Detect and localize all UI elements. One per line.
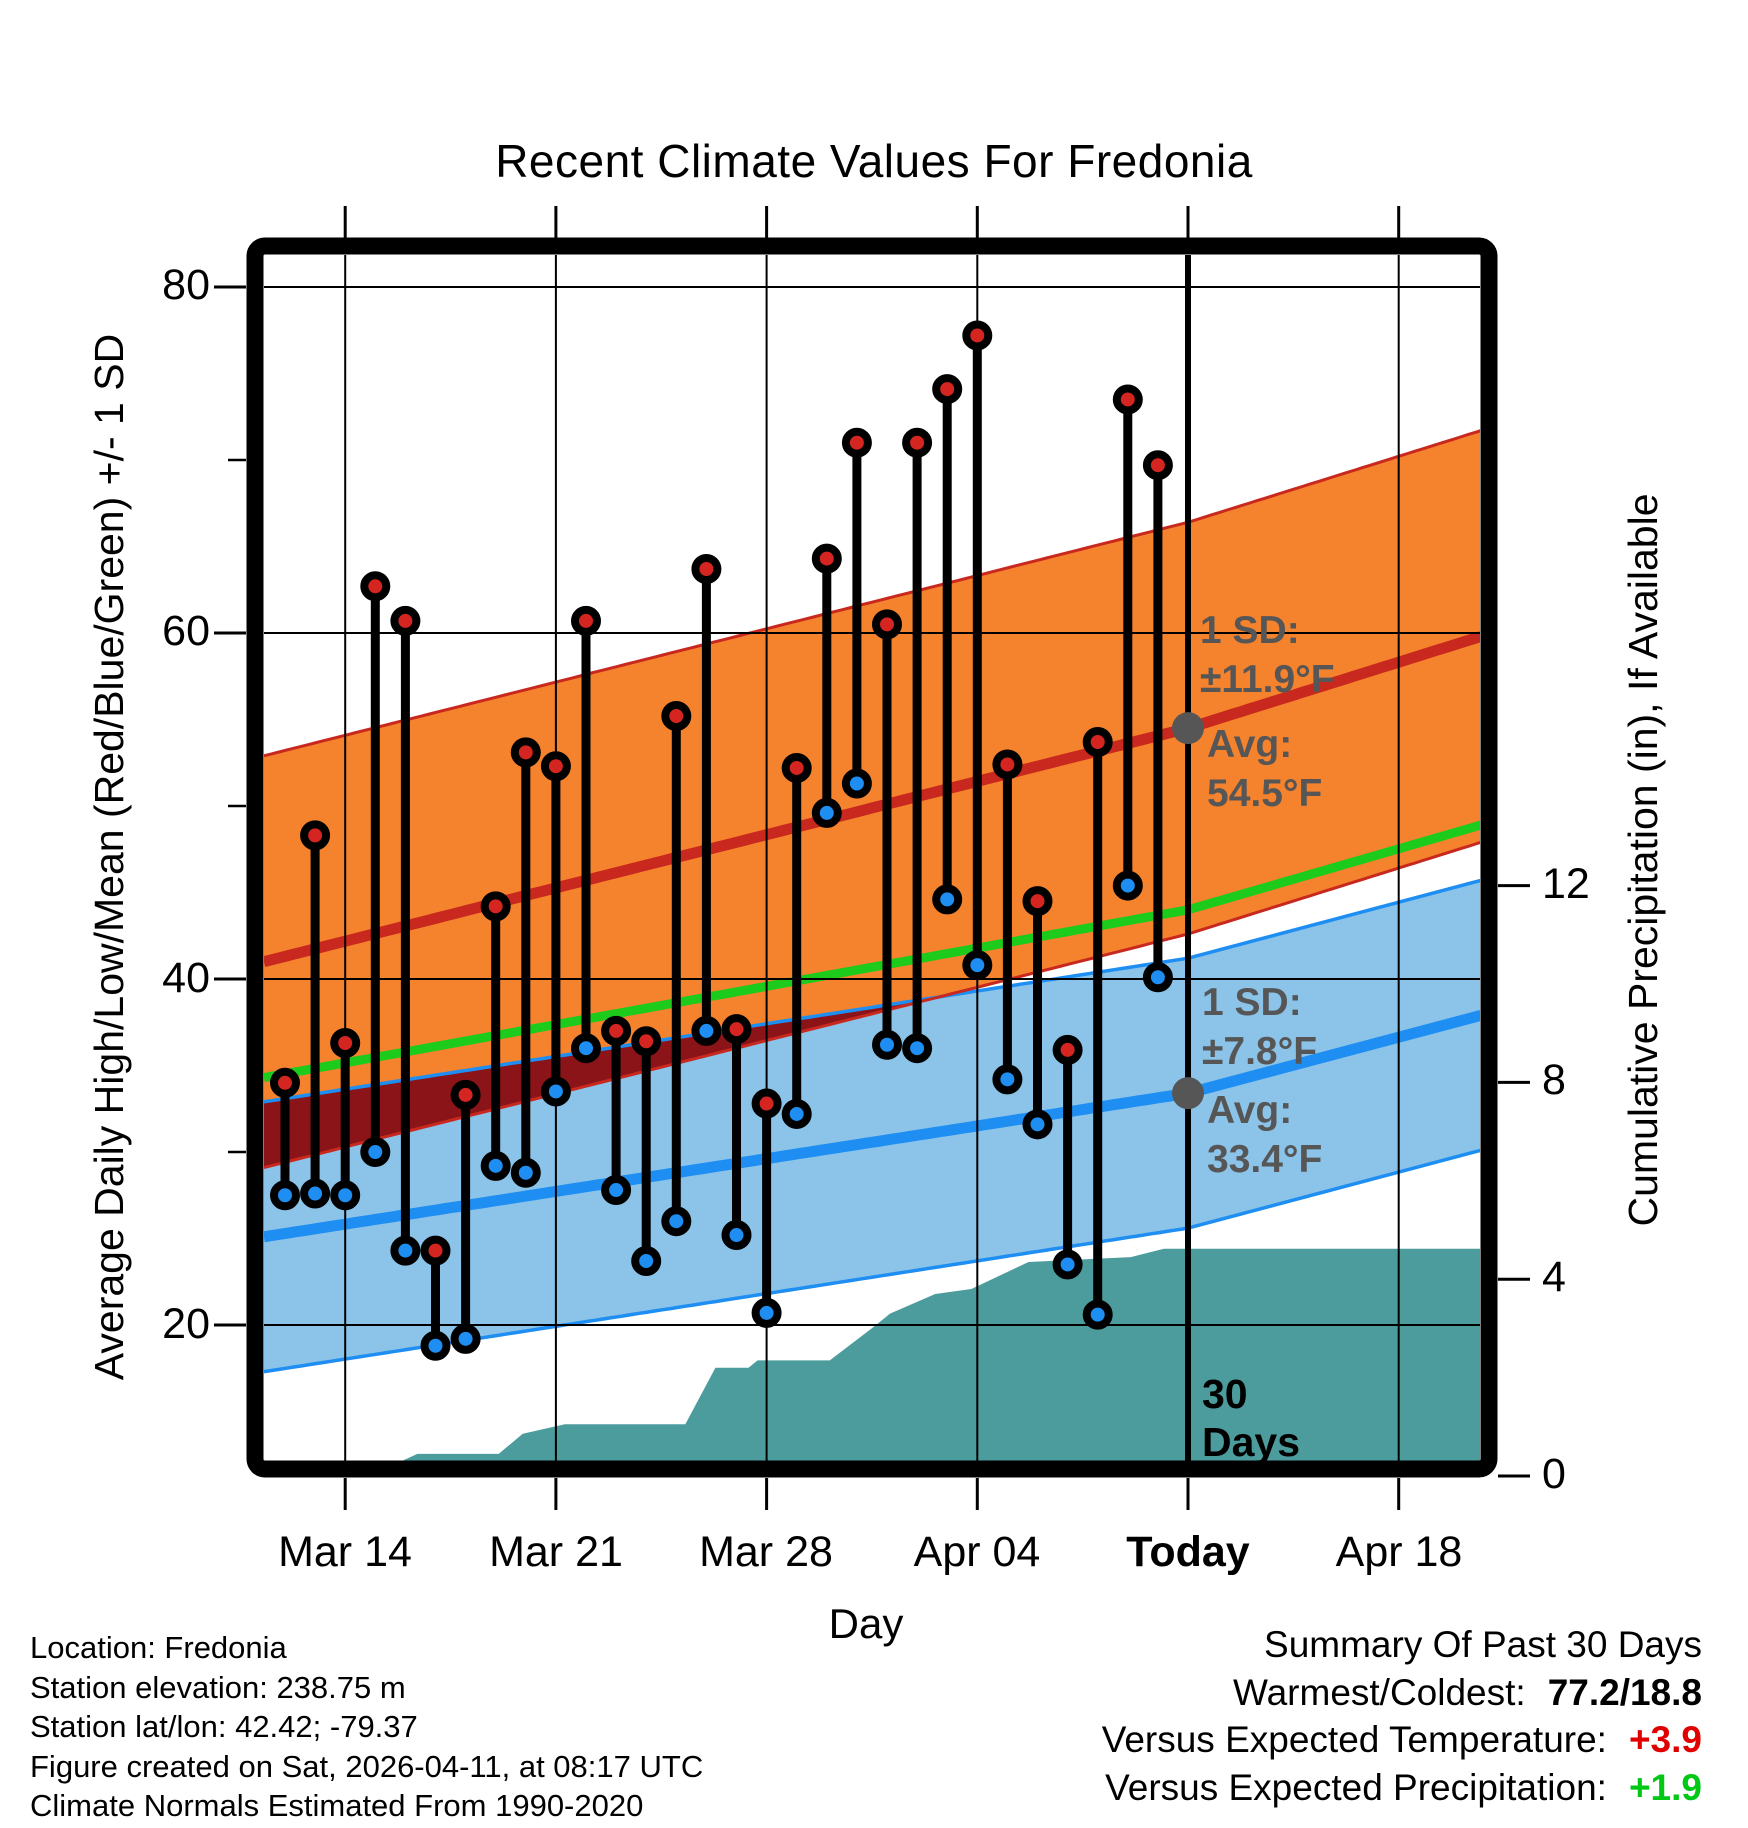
summary-row-vs-temperature: [1102, 1716, 1702, 1764]
low-sd-label: 1 SD:: [1202, 981, 1302, 1024]
low-avg-value: 33.4°F: [1207, 1138, 1323, 1181]
x-tick-label-today: Today: [1126, 1528, 1250, 1576]
vs-precipitation-value: +1.9: [1628, 1766, 1702, 1808]
high-avg-label: Avg:: [1207, 723, 1293, 766]
x-tick-label-mar21: Mar 21: [489, 1528, 623, 1576]
temp-axis-title: Average Daily High/Low/Mean (Red/Blue/Green) +/- 1 SD: [86, 333, 132, 1381]
summary-label: Versus Expected Temperature:: [1101, 1719, 1607, 1760]
precip-tick-label-12: 12: [1542, 860, 1590, 908]
x-tick-label-apr18: Apr 18: [1335, 1528, 1463, 1576]
low-sd-annotation: [1202, 978, 1317, 1076]
station-location: Location: Fredonia: [30, 1630, 287, 1665]
temp-tick-label-80: 80: [162, 261, 210, 309]
climate-normals: Climate Normals Estimated From 1990-2020: [30, 1788, 644, 1823]
summary-row-vs-precipitation: [1102, 1764, 1702, 1812]
summary-row-warmest-coldest: [1102, 1669, 1702, 1717]
summary-label: Warmest/Coldest:: [1233, 1671, 1526, 1713]
precip-tick-label-0: 0: [1542, 1450, 1566, 1498]
precip-axis-title: Cumulative Precipitation (in), If Available: [1620, 493, 1666, 1227]
summary-block: [1102, 1621, 1702, 1811]
thirty-days-line1: 30: [1202, 1371, 1248, 1417]
high-sd-value: ±11.9°F: [1200, 658, 1335, 701]
high-sd-annotation: [1200, 606, 1335, 704]
low-avg-annotation: [1207, 1086, 1322, 1184]
low-avg-label: Avg:: [1207, 1089, 1293, 1132]
temp-tick-label-40: 40: [162, 954, 210, 1002]
temp-tick-label-60: 60: [162, 607, 210, 655]
x-axis-title: Day: [828, 1600, 904, 1647]
page-title: Recent Climate Values For Fredonia: [495, 135, 1253, 187]
figure-created: Figure created on Sat, 2026-04-11, at 08:17 UTC: [30, 1748, 704, 1784]
high-avg-annotation: [1207, 720, 1322, 818]
precip-tick-label-8: 8: [1542, 1056, 1566, 1104]
x-tick-label-mar14: Mar 14: [278, 1528, 412, 1576]
high-avg-value: 54.5°F: [1207, 772, 1323, 815]
temp-tick-label-20: 20: [162, 1300, 210, 1348]
station-latlon: Station lat/lon: 42.42; -79.37: [30, 1709, 418, 1744]
thirty-days-line2: Days: [1202, 1419, 1301, 1465]
summary-label: Versus Expected Precipitation:: [1105, 1766, 1607, 1808]
high-sd-label: 1 SD:: [1200, 609, 1300, 652]
x-tick-label-apr04: Apr 04: [913, 1528, 1041, 1576]
precip-tick-label-4: 4: [1542, 1253, 1566, 1301]
thirty-days-note: [1202, 1370, 1300, 1466]
station-elevation: Station elevation: 238.75 m: [30, 1669, 406, 1705]
x-tick-label-mar28: Mar 28: [699, 1528, 833, 1576]
vs-temperature-value: +3.9: [1628, 1719, 1702, 1760]
warmest-coldest-value: 77.2/18.8: [1547, 1671, 1702, 1713]
station-metadata: [30, 1628, 703, 1826]
low-sd-value: ±7.8°F: [1202, 1030, 1318, 1073]
summary-title: Summary Of Past 30 Days: [1264, 1624, 1702, 1665]
